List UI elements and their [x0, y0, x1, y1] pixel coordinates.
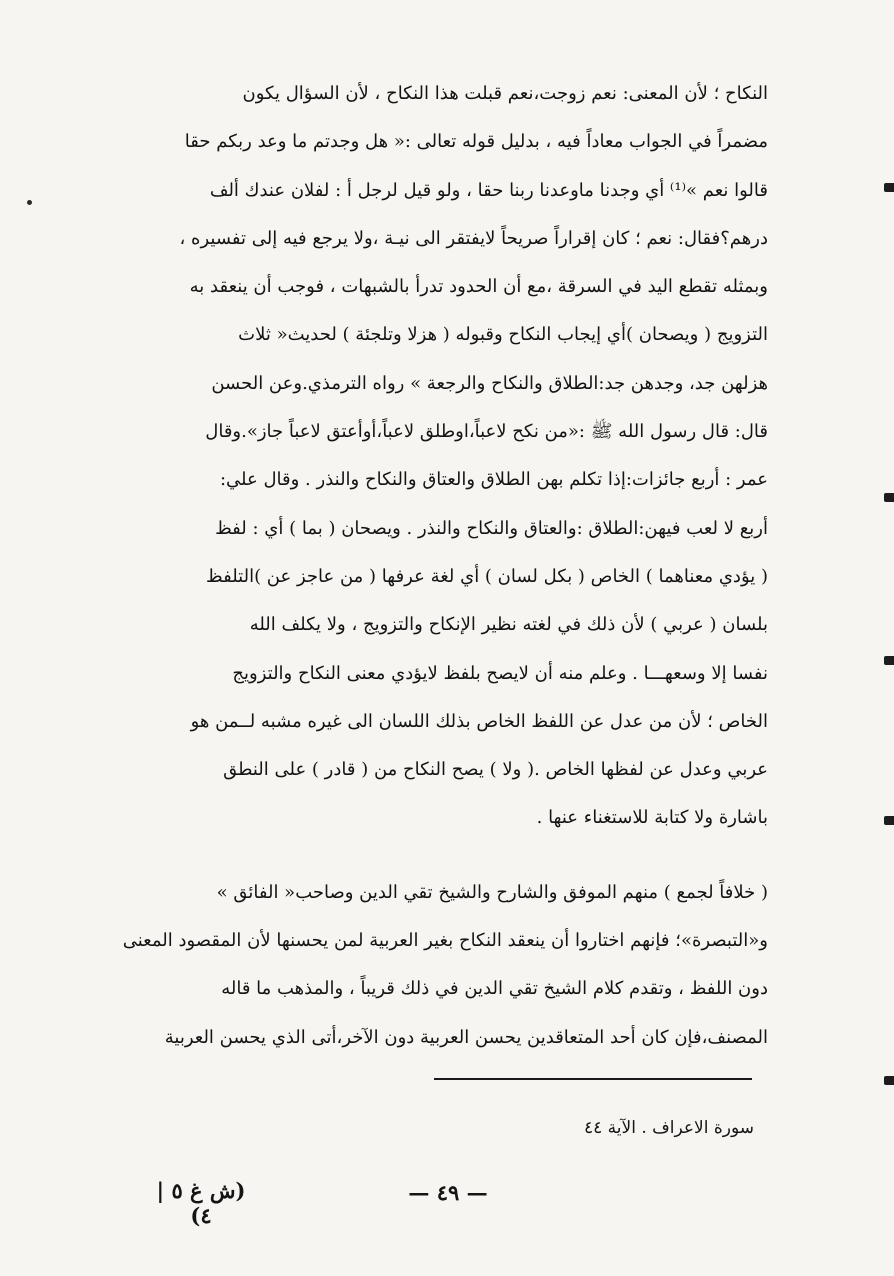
paragraph-1 [108, 70, 768, 843]
paragraph-2 [108, 869, 768, 1062]
binding-mark [884, 183, 894, 192]
text-line: نفسا إلا وسعهـــا . وعلم منه أن لايصح بلفظ لايؤدي معنى النكاح والتزويج [232, 662, 768, 684]
scan-speck [27, 200, 32, 205]
text-line: هزلهن جد، وجدهن جد:الطلاق والنكاح والرجعة » رواه الترمذي.وعن الحسن [211, 372, 768, 394]
text-line: النكاح ؛ لأن المعنى: نعم زوجت،نعم قبلت هذا النكاح ، لأن السؤال يكون [242, 83, 768, 104]
text-line: عمر : أربع جائزات:إذا تكلم بهن الطلاق والعتاق والنكاح والنذر . وقال علي: [219, 469, 768, 491]
text-line: ( خلافاً لجمع ) منهم الموفق والشارح والشيخ تقي الدين وصاحب« الفائق » [216, 881, 768, 903]
text-line: قالوا نعم »⁽¹⁾ أي وجدنا ماوعدنا ربنا حقا ، ولو قيل لرجل أ : لفلان عندك ألف [209, 179, 768, 201]
binding-mark [884, 493, 894, 502]
text-line: دون اللفظ ، وتقدم كلام الشيخ تقي الدين في ذلك قريباً ، والمذهب ما قاله [221, 978, 768, 1000]
binding-mark [884, 816, 894, 825]
text-line: مضمراً في الجواب معاداً فيه ، بدليل قوله تعالى :« هل وجدتم ما وعد ربكم حقا [184, 131, 768, 153]
printer-signature: (ش غ ٥ | ٤) [156, 1178, 246, 1228]
text-line: أربع لا لعب فيهن:الطلاق :والعتاق والنكاح والنذر . ويصحان ( بما ) أي : لفظ [215, 517, 768, 539]
text-line: وبمثله تقطع اليد في السرقة ،مع أن الحدود تدرأ بالشبهات ، فوجب أن ينعقد به [189, 276, 768, 298]
footnote-separator [434, 1078, 752, 1080]
binding-mark [884, 656, 894, 665]
text-line: المصنف،فإن كان أحد المتعاقدين يحسن العربية دون الآخر،أتى الذي يحسن العربية [164, 1026, 768, 1048]
text-line: الخاص ؛ لأن من عدل عن اللفظ الخاص بذلك اللسان الى غيره مشبه لــمن هو [190, 710, 768, 732]
text-line: باشارة ولا كتابة للاستغناء عنها . [536, 807, 768, 829]
body-text [108, 70, 768, 1062]
binding-mark [884, 1076, 894, 1085]
paragraph-gap [108, 843, 768, 869]
text-line: قال: قال رسول الله ﷺ :«من نكح لاعباً،اوطلق لاعباً،أوأعتق لاعباً جاز».وقال [205, 421, 768, 443]
text-line: التزويج ( ويصحان )أي إيجاب النكاح وقبوله ( هزلا وتلجئة ) لحديث« ثلاث [238, 324, 768, 346]
footnote: سورة الاعراف . الآية ٤٤ [584, 1118, 754, 1138]
text-line: ( يؤدي معناهما ) الخاص ( بكل لسان ) أي لغة عرفها ( من عاجز عن )التلفظ [206, 565, 768, 587]
text-line: درهم؟فقال: نعم ؛ كان إقراراً صريحاً لايفتقر الى نيـة ،ولا يرجع فيه إلى تفسيره ، [179, 227, 768, 249]
page-number: — ٤٩ — [408, 1180, 488, 1205]
text-line: و«التبصرة»؛ فإنهم اختاروا أن ينعقد النكاح بغير العربية لمن يحسنها لأن المقصود المعنى [122, 930, 768, 952]
text-line: عربي وعدل عن لفظها الخاص .( ولا ) يصح النكاح من ( قادر ) على النطق [223, 759, 768, 781]
text-line: بلسان ( عربي ) لأن ذلك في لغته نظير الإنكاح والتزويج ، ولا يكلف الله [249, 614, 768, 636]
